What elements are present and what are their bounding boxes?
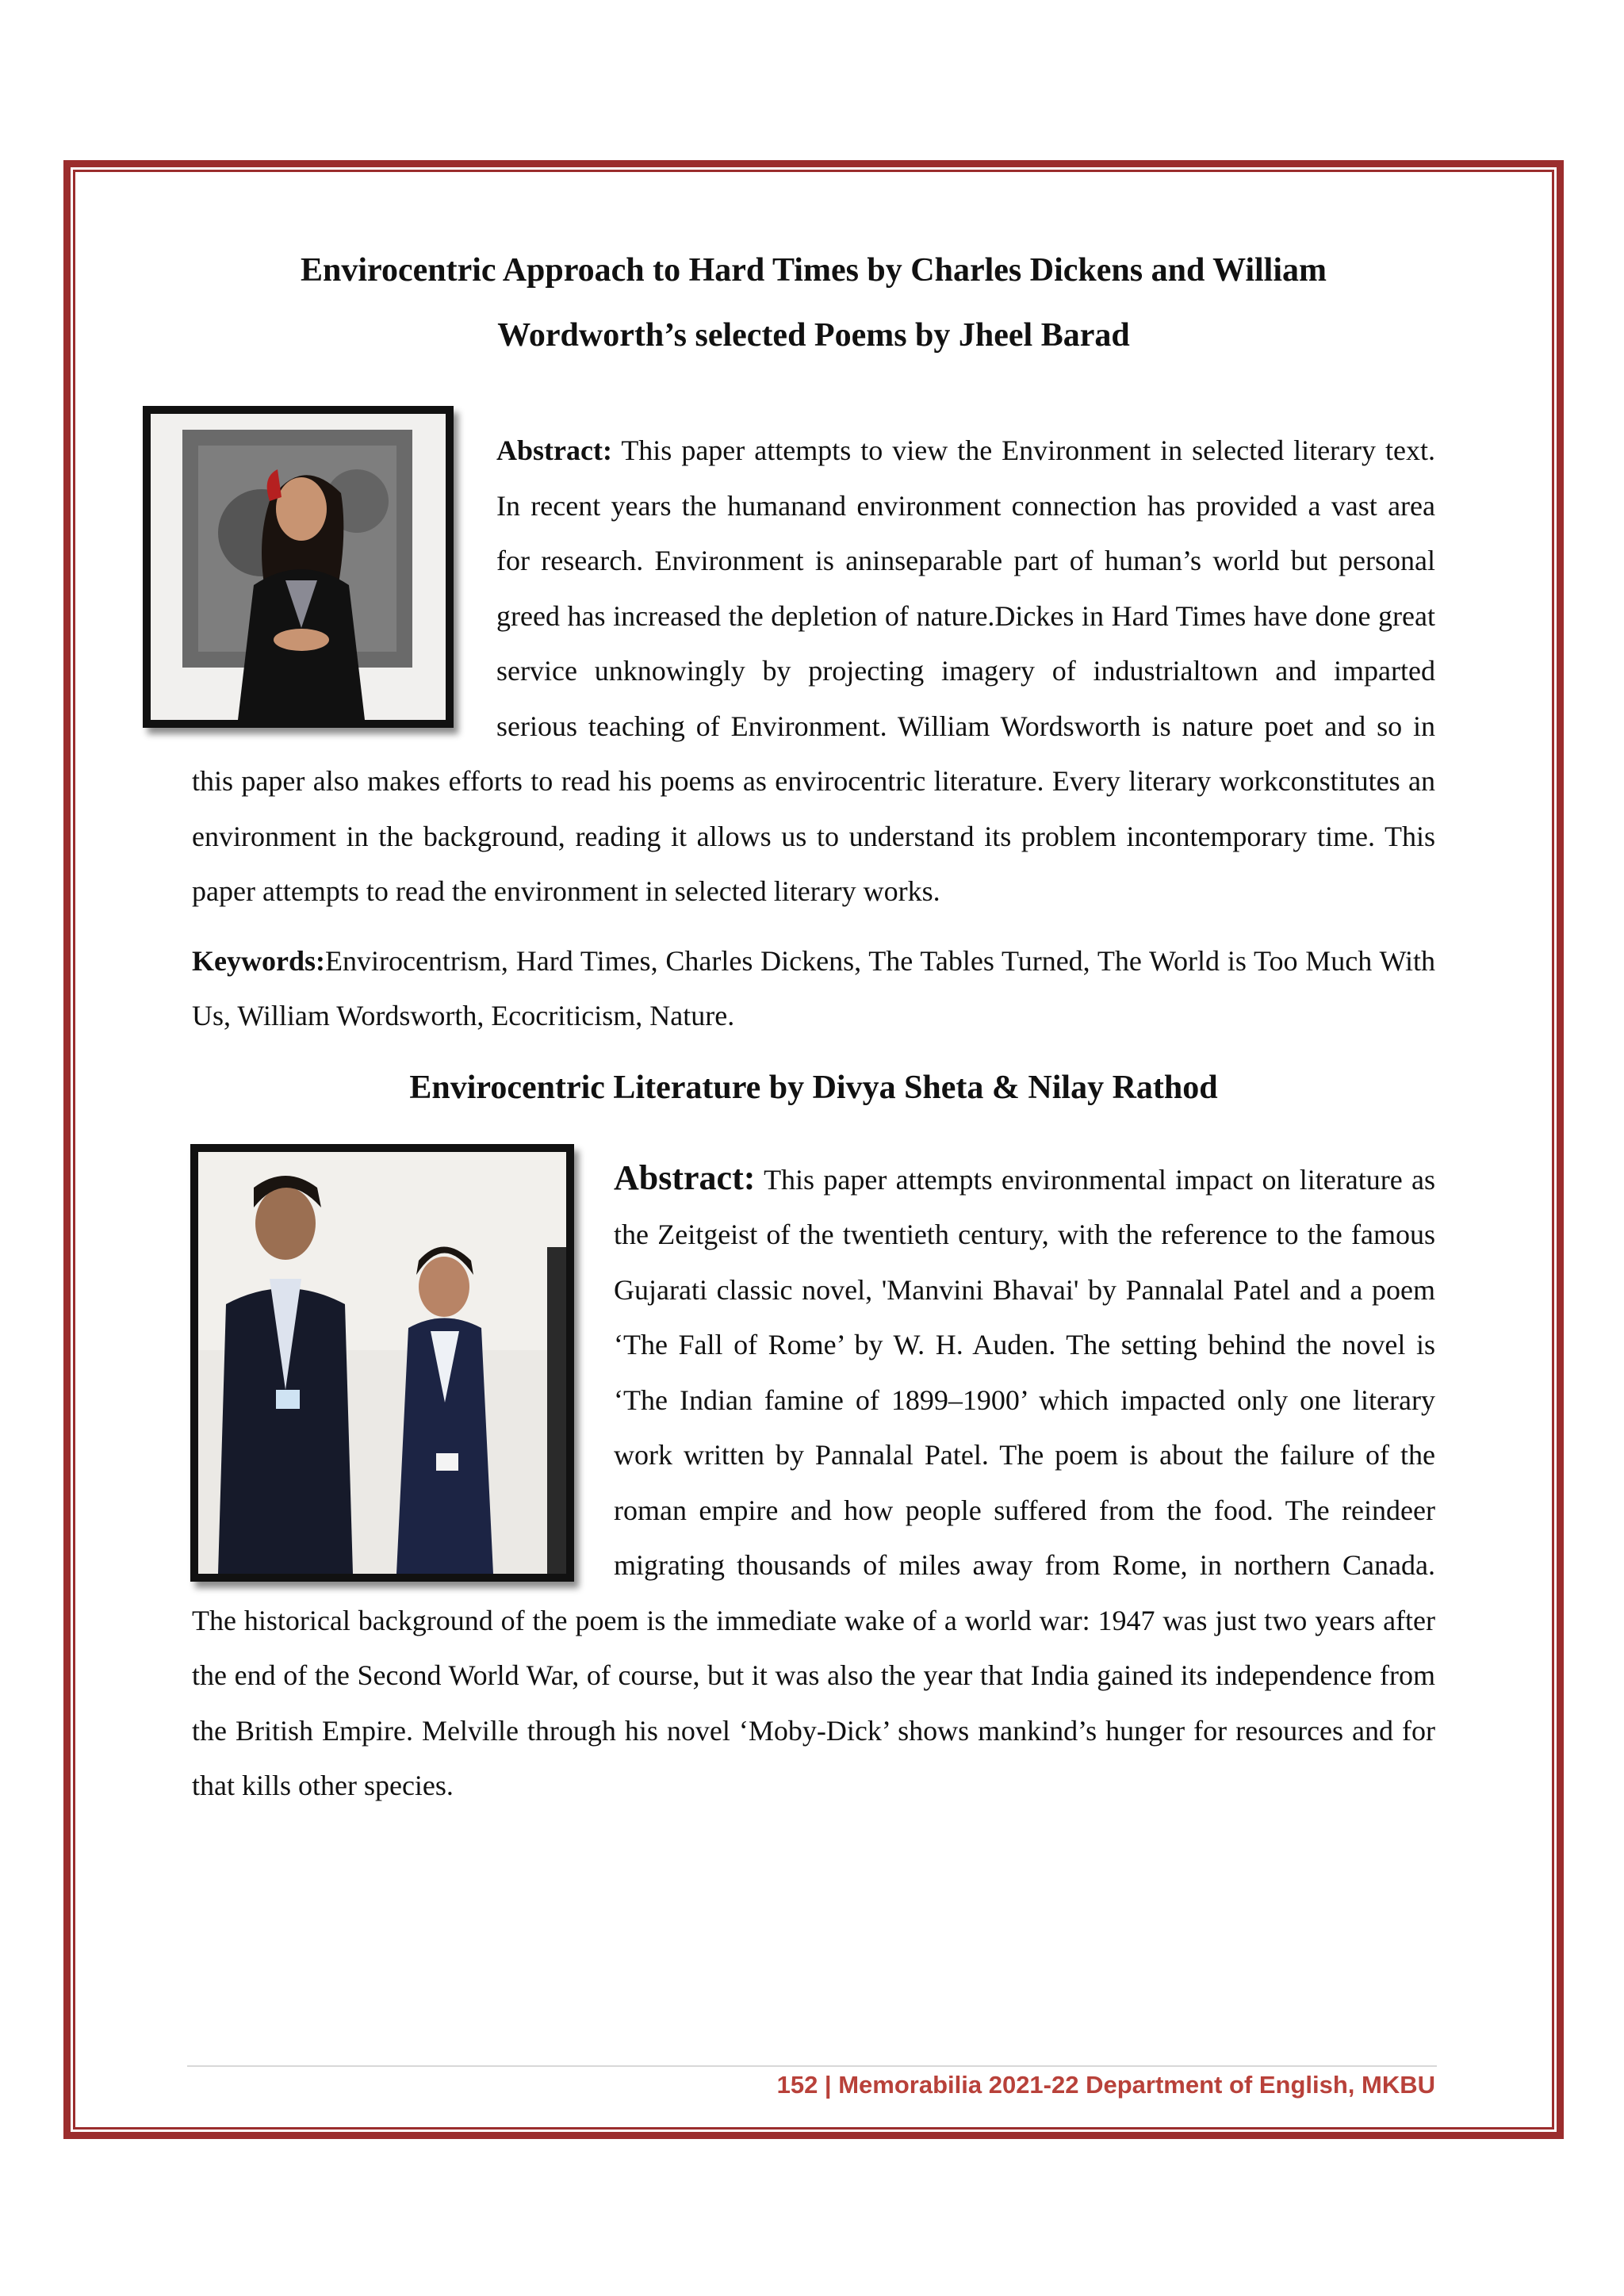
article-2-abstract-text: This paper attempts environmental impact on literature as the Zeitgeist of the twentieth century, with the reference to the famous Gujarati classic novel, 'Manvini Bhavai' by Pannalal Patel and a poem ‘The Fall of Rome’ by W. H. Auden. The setting behind the novel is ‘The Indian famine of 1899–1900’ which impacted only one literary work written by Pannalal Patel. The poem is about the failure of the roman empire and how people suffered from the food. The reindeer migrating thousands of miles away from Rome, in northern Canada. The historical background of the poem is the immediate wake of a world war: 1947 was just two years after the end of the Second World War, of course, but it was also the year that India gained its independence from the British Empire. Melville through his novel ‘Moby-Dick’ shows mankind’s hunger for resources and for that kills other species.	[192, 1163, 1435, 1801]
keywords-label: Keywords:	[192, 944, 325, 977]
article-1-abstract-label: Abstract:	[496, 434, 612, 466]
page-content	[192, 238, 1435, 1814]
article-1-title	[192, 238, 1435, 368]
article-1-abstract	[192, 423, 1435, 920]
article-1-keywords	[192, 934, 1435, 1044]
article-1-abstract-text: This paper attempts to view the Environment in selected literary text. In recent years the humanand environment connection has provided a vast area for research. Environment is aninseparable part of human’s world but personal greed has increased the depletion of nature.Dickes in Hard Times have done great service unknowingly by projecting imagery of industrialtown and imparted serious teaching of Environment. William Wordsworth is nature poet and so in this paper also makes efforts to read his poems as envirocentric literature. Every literary workconstitutes an environment in the background, reading it allows us to understand its problem incontemporary time. This paper attempts to read the environment in selected literary works.	[192, 434, 1435, 907]
article-1-title-line-1: Envirocentric Approach to Hard Times by Charles Dickens and William	[301, 252, 1327, 289]
author-photo-divya-sheta-nilay-rathod	[190, 1144, 574, 1582]
article-2-abstract	[192, 1150, 1435, 1814]
author-photo-jheel-barad	[143, 406, 454, 728]
group-photo-icon	[198, 1152, 566, 1574]
keywords-text: Envirocentrism, Hard Times, Charles Dickens, The Tables Turned, The World is Too Much With Us, William Wordsworth, Ecocriticism, Nature.	[192, 944, 1435, 1031]
portrait-photo-icon	[151, 414, 446, 720]
page-footer: 152 | Memorabilia 2021-22 Department of English, MKBU	[776, 2071, 1435, 2099]
article-1-title-line-2: Wordworth’s selected Poems by Jheel Barad	[497, 317, 1130, 354]
article-2-abstract-label: Abstract:	[614, 1158, 756, 1197]
article-2-title: Envirocentric Literature by Divya Sheta & Nilay Rathod	[409, 1069, 1218, 1106]
article-1	[192, 238, 1435, 1044]
article-2	[192, 1055, 1435, 1814]
footer-divider	[187, 2065, 1437, 2067]
